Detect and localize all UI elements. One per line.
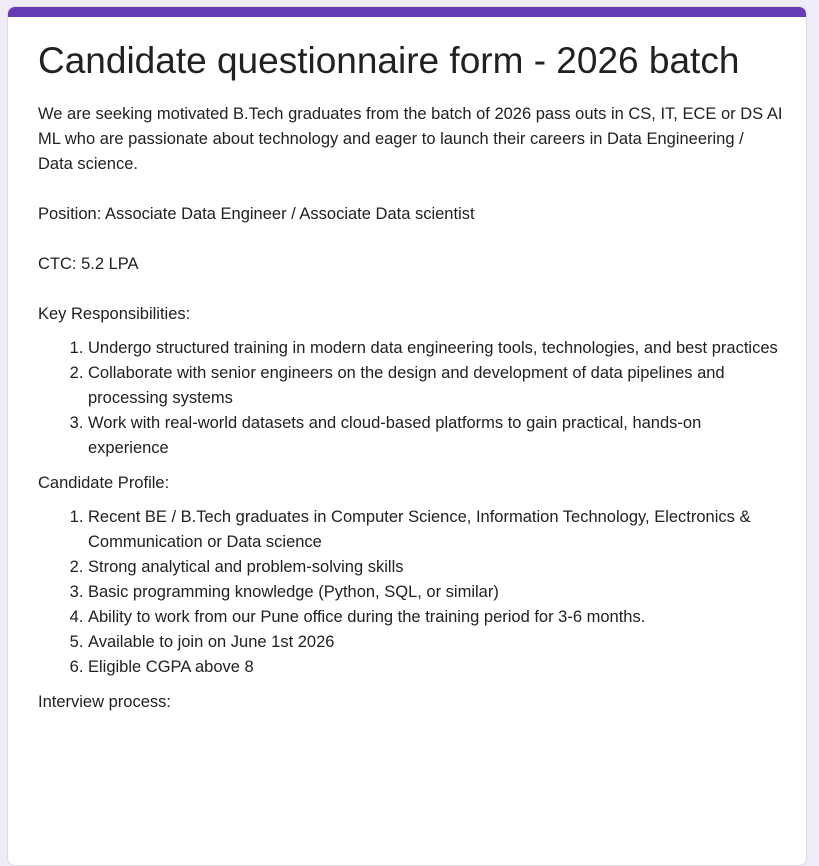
list-item: 5. Available to join on June 1st 2026 [88, 630, 783, 655]
list-item: 4. Ability to work from our Pune office during the training period for 3-6 months. [88, 605, 783, 630]
form-title: Candidate questionnaire form - 2026 batch [38, 40, 740, 81]
responsibilities-heading: Key Responsibilities: [38, 305, 191, 323]
position-text: Position: Associate Data Engineer / Associate Data scientist [38, 205, 475, 223]
list-item: 3. Basic programming knowledge (Python, SQL, or similar) [88, 580, 783, 605]
responsibilities-list [38, 336, 783, 461]
list-item: 1. Recent BE / B.Tech graduates in Computer Science, Information Technology, Electronics & Communication or Data science [88, 505, 783, 555]
list-item: 2. Strong analytical and problem-solving skills [88, 555, 783, 580]
profile-list [38, 505, 783, 680]
ctc-text: CTC: 5.2 LPA [38, 255, 139, 273]
profile-heading: Candidate Profile: [38, 474, 170, 492]
list-item: 1. Undergo structured training in modern data engineering tools, technologies, and best practices [88, 336, 783, 361]
form-header-body [38, 35, 783, 715]
form-header-card [7, 6, 807, 866]
form-description [38, 102, 783, 715]
list-item: 6. Eligible CGPA above 8 [88, 655, 783, 680]
list-item: 3. Work with real-world datasets and cloud-based platforms to gain practical, hands-on experience [88, 411, 783, 461]
intro-paragraph: We are seeking motivated B.Tech graduates from the batch of 2026 pass outs in CS, IT, ECE or DS AI ML who are passionate about technology and eager to launch their careers in Data Engineering / Data science. [38, 105, 783, 173]
card-accent-bar [8, 7, 806, 17]
list-item: 2. Collaborate with senior engineers on the design and development of data pipelines and processing systems [88, 361, 783, 411]
interview-heading: Interview process: [38, 693, 171, 711]
